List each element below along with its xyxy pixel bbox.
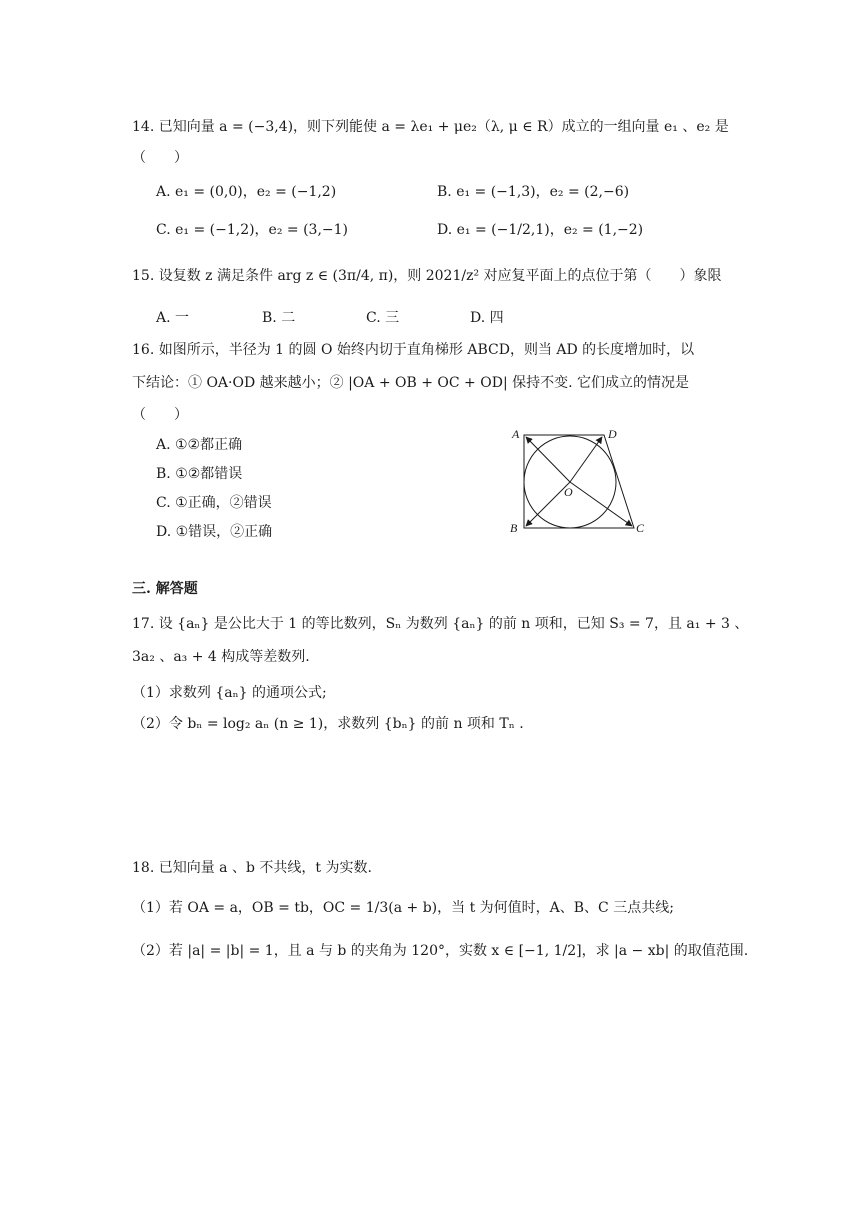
- q17-part2: （2）令 bₙ = log₂ aₙ (n ≥ 1)，求数列 {bₙ} 的前 n 项和 Tₙ .: [132, 716, 524, 732]
- q16-stem-line2: 下结论：① OA·OD 越来越小；② |OA + OB + OC + OD| 保持不变. 它们成立的情况是: [132, 375, 690, 391]
- label-c: C: [636, 521, 645, 535]
- q14-option-a[interactable]: A. e₁ = (0,0)，e₂ = (−1,2): [156, 184, 337, 200]
- label-d: D: [608, 427, 617, 441]
- q16-stem-line1: 16. 如图所示，半径为 1 的圆 O 始终内切于直角梯形 ABCD，则当 AD 的长度增加时，以: [132, 342, 695, 358]
- trapezoid-figure: [505, 424, 665, 544]
- q17-stem-line1: 17. 设 {aₙ} 是公比大于 1 的等比数列，Sₙ 为数列 {aₙ} 的前 n 项和，已知 S₃ = 7，且 a₁ + 3 、: [132, 616, 749, 632]
- q15-stem: 15. 设复数 z 满足条件 arg z ∈ (3π/4, π)，则 2021/z² 对应复平面上的点位于第（ ）象限: [132, 268, 722, 284]
- q14-paren: （ ）: [132, 150, 188, 166]
- q14-option-d[interactable]: D. e₁ = (−1/2,1)，e₂ = (1,−2): [437, 222, 644, 238]
- q14-option-b[interactable]: B. e₁ = (−1,3)，e₂ = (2,−6): [437, 184, 630, 200]
- q18-part1: （1）若 OA = a，OB = tb，OC = 1/3(a + b)，当 t 为何值时，A、B、C 三点共线;: [132, 900, 674, 916]
- q18-part2: （2）若 |a| = |b| = 1，且 a 与 b 的夹角为 120°，实数 x ∈ [−1, 1/2]，求 |a − xb| 的取值范围.: [132, 943, 749, 959]
- q16-option-d[interactable]: D. ①错误，②正确: [156, 524, 273, 540]
- q15-option-b[interactable]: B. 二: [262, 310, 296, 326]
- label-o: O: [564, 485, 573, 499]
- label-b: B: [510, 521, 518, 535]
- vector-oc: [570, 482, 632, 526]
- q17-stem-line2: 3a₂ 、a₃ + 4 构成等差数列.: [132, 649, 310, 665]
- q16-option-a[interactable]: A. ①②都正确: [156, 437, 243, 453]
- q15-option-c[interactable]: C. 三: [366, 310, 400, 326]
- q15-option-a[interactable]: A. 一: [156, 310, 190, 326]
- vector-oa: [526, 437, 570, 482]
- label-a: A: [512, 427, 520, 441]
- q16-option-b[interactable]: B. ①②都错误: [156, 466, 243, 482]
- q16-paren: （ ）: [132, 407, 188, 423]
- q17-part1: （1）求数列 {aₙ} 的通项公式;: [132, 685, 327, 701]
- q18-stem: 18. 已知向量 a 、b 不共线，t 为实数.: [132, 860, 372, 876]
- q14-option-c[interactable]: C. e₁ = (−1,2)，e₂ = (3,−1): [156, 222, 349, 238]
- q16-option-c[interactable]: C. ①正确，②错误: [156, 495, 272, 511]
- section-heading: 三. 解答题: [132, 581, 198, 597]
- q15-option-d[interactable]: D. 四: [470, 310, 504, 326]
- q14-stem: 14. 已知向量 a = (−3,4)，则下列能使 a = λe₁ + μe₂（λ, μ ∈ R）成立的一组向量 e₁ 、e₂ 是: [132, 119, 729, 135]
- trapezoid-outline: [524, 435, 634, 528]
- vector-od: [570, 437, 602, 482]
